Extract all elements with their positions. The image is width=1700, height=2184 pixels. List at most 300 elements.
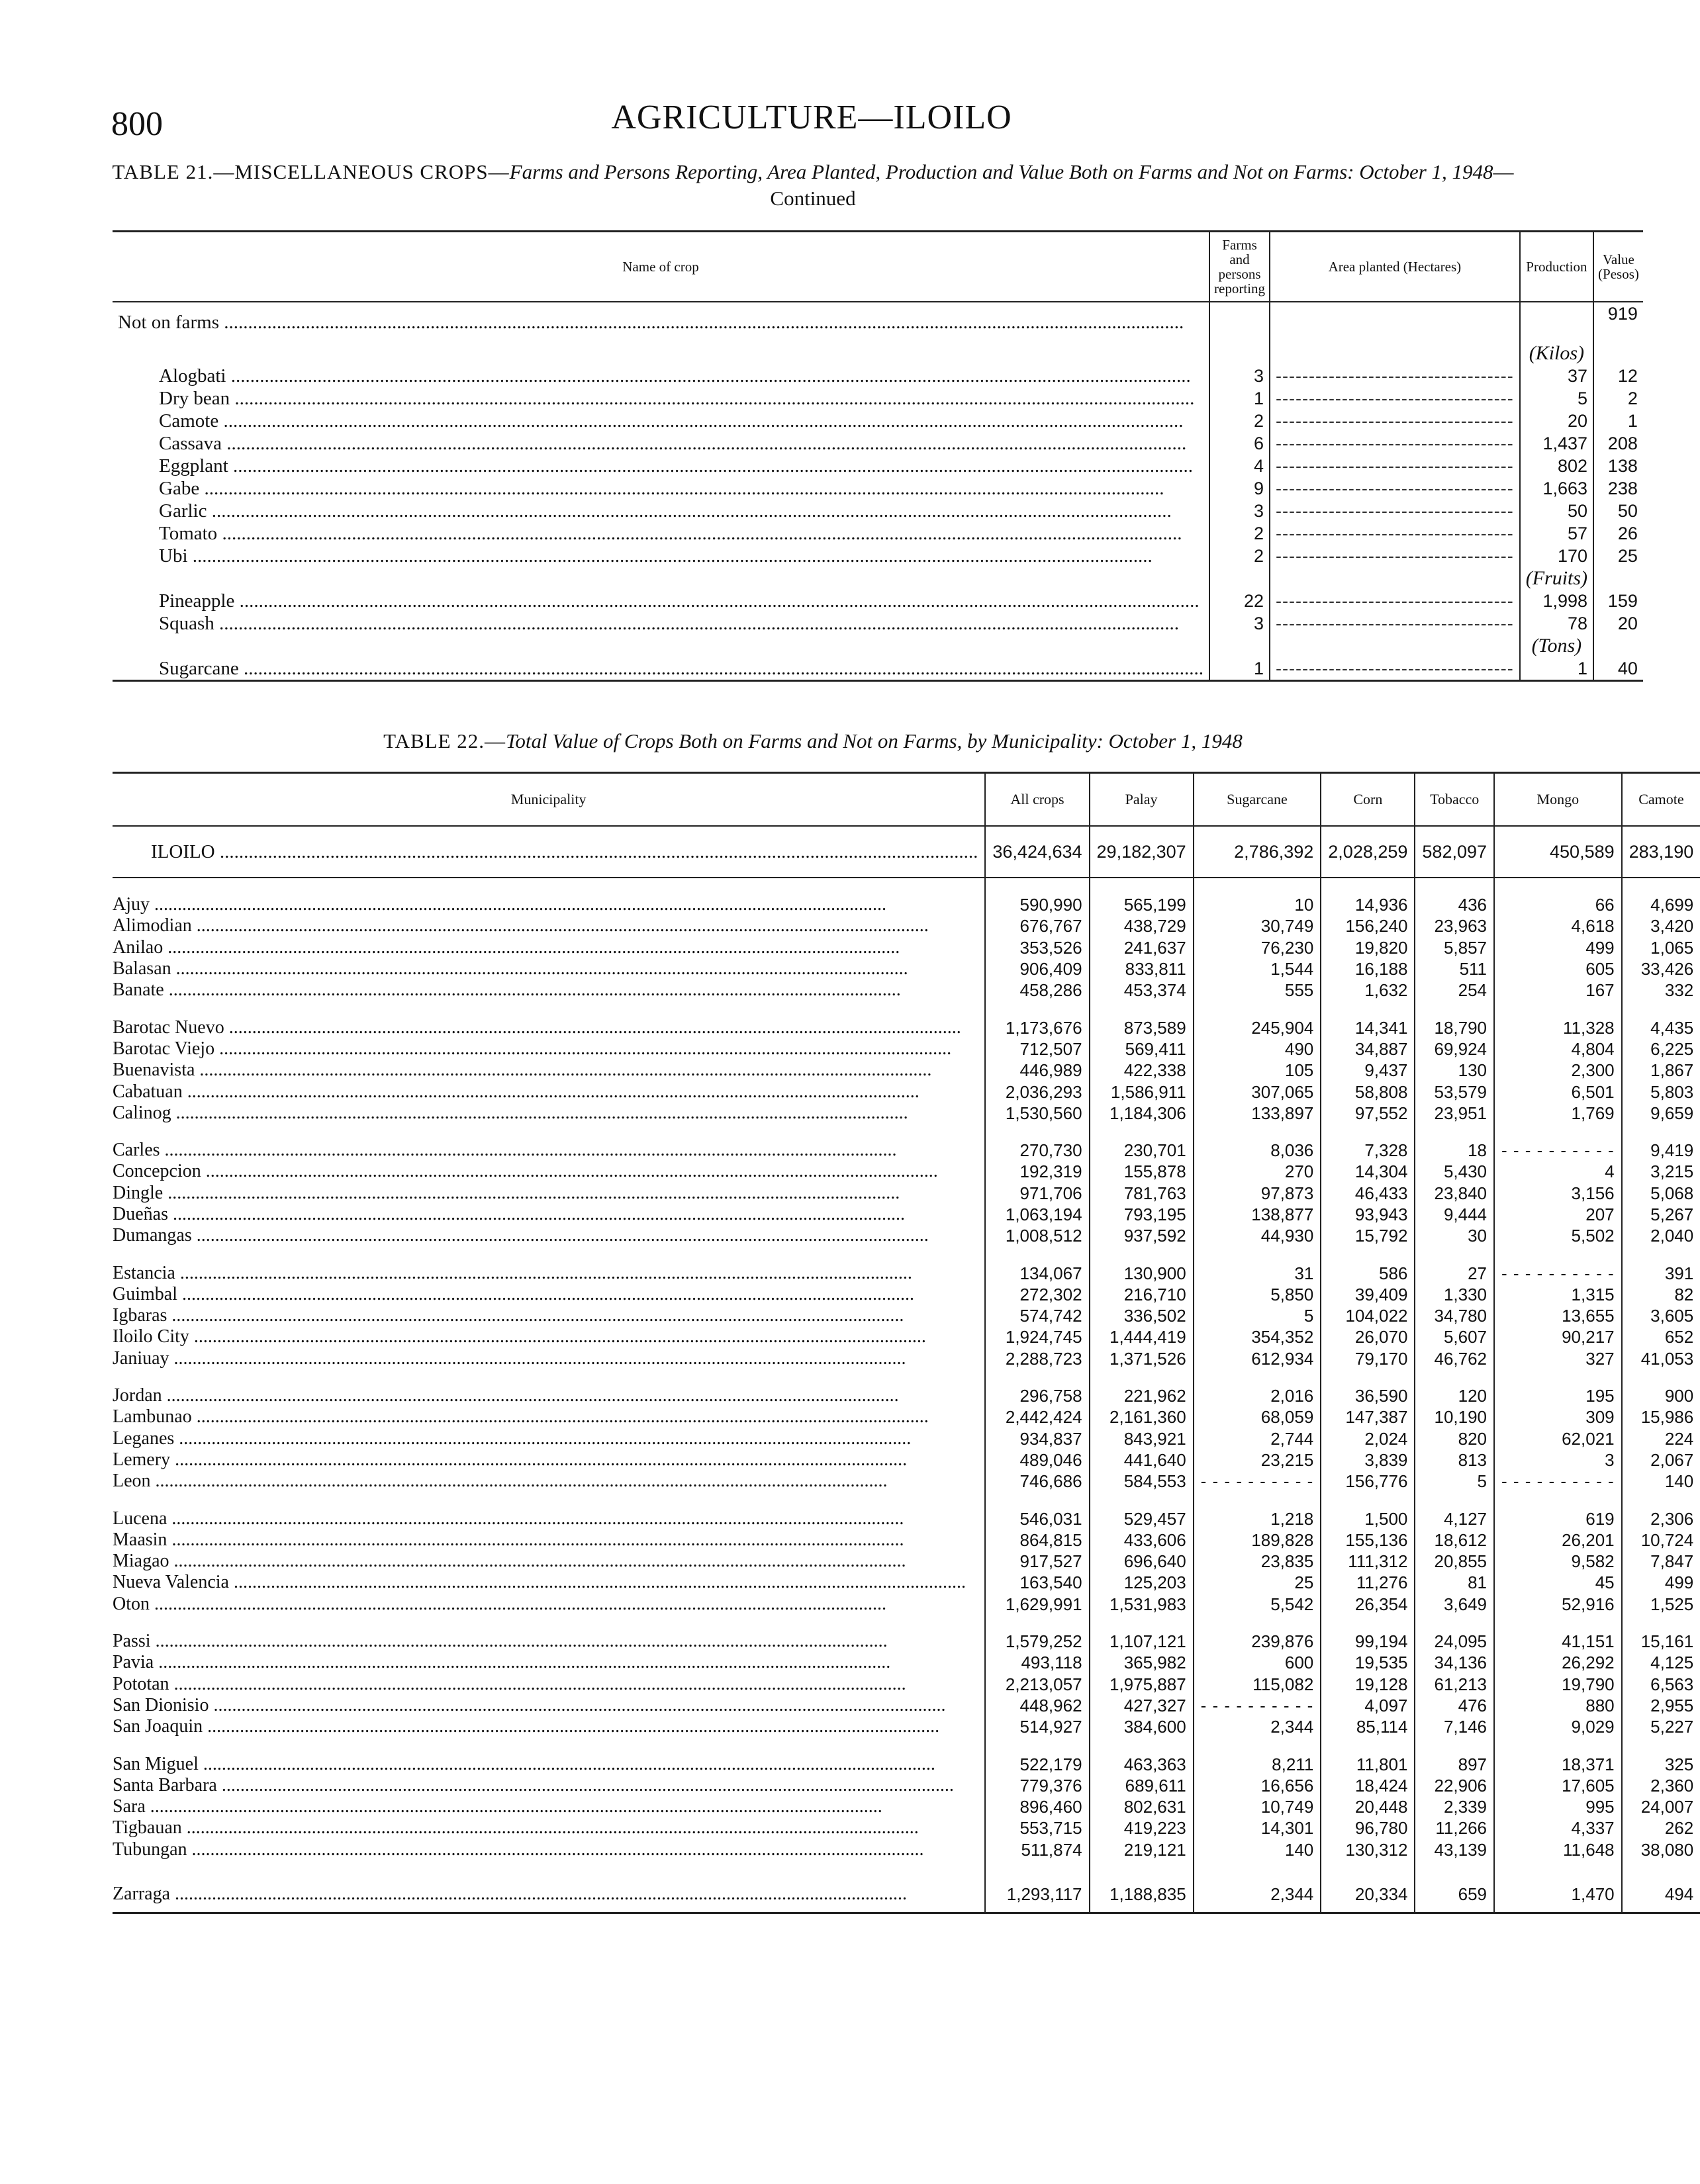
table21-section-row [113, 302, 1643, 342]
blank-dashes [1276, 523, 1514, 543]
crop-value: 34,136 [1415, 1652, 1494, 1673]
crop-value: 1,444,419 [1090, 1326, 1194, 1347]
area-planted [1270, 365, 1520, 387]
crop-value: 38,080 [1622, 1839, 1700, 1860]
value: 26 [1593, 522, 1643, 545]
crop-value: 216,710 [1090, 1284, 1194, 1305]
crop-value: 5,267 [1622, 1204, 1700, 1225]
empty-cell [113, 1124, 985, 1140]
crop-row [113, 590, 1643, 612]
crop-value: - - - - - - - - - - [1494, 1140, 1622, 1161]
crop-name-text: Squash ..... [159, 612, 1204, 635]
crop-value: 391 [1622, 1262, 1700, 1283]
production: 1 [1520, 657, 1593, 681]
municipality-row [113, 1716, 1700, 1737]
farms-reporting: 3 [1209, 612, 1270, 635]
table22-caption-title: Total Value of Crops Both on Farms and Not on Farms, by Municipality: October 1, 1948 [506, 729, 1243, 752]
crop-value: 586 [1321, 1262, 1415, 1283]
table21-header: Production [1520, 232, 1593, 302]
crop-value: 81 [1415, 1572, 1494, 1593]
crop-value: 3,605 [1622, 1305, 1700, 1326]
municipality-row [113, 1326, 1700, 1347]
crop-value: 2,024 [1321, 1428, 1415, 1449]
crop-value: 2,040 [1622, 1225, 1700, 1246]
empty-cell [1194, 1124, 1321, 1140]
crop-name-text: Ubi ..... [159, 545, 1204, 567]
crop-value: 11,266 [1415, 1817, 1494, 1839]
crop-value: 45 [1494, 1572, 1622, 1593]
crop-value: 781,763 [1090, 1183, 1194, 1204]
crop-value: 2,016 [1194, 1385, 1321, 1406]
crop-value: 245,904 [1194, 1017, 1321, 1038]
empty-cell [1494, 1860, 1622, 1876]
farms-reporting: 9 [1209, 477, 1270, 500]
blank-dashes [1276, 591, 1514, 611]
spacer-row [113, 1001, 1700, 1017]
crop-value: - - - - - - - - - - [1494, 1262, 1622, 1283]
empty-cell [1194, 1369, 1321, 1385]
municipality-name [113, 1140, 985, 1161]
crop-value: 241,637 [1090, 937, 1194, 958]
municipality-name [113, 1326, 985, 1347]
empty-cell [1194, 1860, 1321, 1876]
crop-value: 10,749 [1194, 1796, 1321, 1817]
blank-dashes [1276, 659, 1514, 678]
crop-value: 1,632 [1321, 979, 1415, 1001]
area-planted [1270, 522, 1520, 545]
municipality-row [113, 1449, 1700, 1471]
crop-name-text: Pineapple ..... [159, 590, 1204, 612]
municipality-row [113, 1140, 1700, 1161]
municipality-row [113, 1796, 1700, 1817]
value: 20 [1593, 612, 1643, 635]
value: 25 [1593, 545, 1643, 567]
blank-dashes [1276, 614, 1514, 633]
crop-value: 433,606 [1090, 1529, 1194, 1551]
municipality-row [113, 937, 1700, 958]
empty-cell [113, 1369, 985, 1385]
empty-cell [113, 635, 1209, 657]
crop-name-text: Sugarcane ..... [159, 657, 1204, 680]
empty-cell [1415, 1737, 1494, 1753]
crop-value: 85,114 [1321, 1716, 1415, 1737]
municipality-name-text: Dueñas ..... [113, 1204, 978, 1225]
crop-value: 779,376 [985, 1775, 1089, 1796]
crop-value: 192,319 [985, 1161, 1089, 1182]
crop-value: 499 [1494, 937, 1622, 958]
empty-cell [1321, 1737, 1415, 1753]
table21-caption-tail: —Continued [770, 160, 1514, 210]
crop-value: 4 [1494, 1161, 1622, 1182]
blank-dashes [1276, 478, 1514, 498]
crop-name-text: Alogbati ..... [159, 365, 1204, 387]
empty-cell [1194, 1615, 1321, 1631]
value: 50 [1593, 500, 1643, 522]
farms-reporting: 2 [1209, 545, 1270, 567]
crop-value: 156,776 [1321, 1471, 1415, 1492]
municipality-row [113, 1262, 1700, 1283]
crop-value: 1,063,194 [985, 1204, 1089, 1225]
area-planted [1270, 500, 1520, 522]
crop-value: 125,203 [1090, 1572, 1194, 1593]
crop-name [113, 387, 1209, 410]
crop-value: 833,811 [1090, 958, 1194, 979]
empty-cell [1090, 1124, 1194, 1140]
area-planted [1270, 545, 1520, 567]
crop-row [113, 410, 1643, 432]
empty-cell [1321, 1369, 1415, 1385]
crop-value: 5,607 [1415, 1326, 1494, 1347]
crop-value: 11,801 [1321, 1753, 1415, 1774]
crop-name [113, 657, 1209, 681]
crop-value: 7,328 [1321, 1140, 1415, 1161]
crop-value: 221,962 [1090, 1385, 1194, 1406]
crop-value: 3,215 [1622, 1161, 1700, 1182]
municipality-name-text: Concepcion ..... [113, 1161, 978, 1182]
municipality-name [113, 1017, 985, 1038]
crop-value: 30,749 [1194, 915, 1321, 936]
crop-value: 115,082 [1194, 1674, 1321, 1695]
crop-value: 41,151 [1494, 1631, 1622, 1652]
empty-cell [1209, 302, 1270, 342]
crop-value: 46,762 [1415, 1348, 1494, 1369]
crop-name [113, 477, 1209, 500]
crop-value: 873,589 [1090, 1017, 1194, 1038]
crop-name-text: Tomato ..... [159, 522, 1204, 545]
crop-value: 511 [1415, 958, 1494, 979]
empty-cell [1270, 302, 1520, 342]
municipality-name-text: Nueva Valencia ..... [113, 1572, 978, 1593]
crop-value: 16,656 [1194, 1775, 1321, 1796]
value: 159 [1593, 590, 1643, 612]
municipality-name-text: Dumangas ..... [113, 1225, 978, 1246]
municipality-name-text: Carles ..... [113, 1140, 978, 1161]
crop-value: 1,867 [1622, 1060, 1700, 1081]
table21-header-row [113, 232, 1643, 302]
municipality-name [113, 1817, 985, 1839]
blank-dashes [1276, 501, 1514, 521]
municipality-name-text: Sara ..... [113, 1796, 978, 1817]
empty-cell [985, 1124, 1089, 1140]
blank-dashes [1276, 546, 1514, 566]
crop-row [113, 455, 1643, 477]
farms-reporting: 3 [1209, 365, 1270, 387]
crop-value: 130,900 [1090, 1262, 1194, 1283]
crop-value: 23,215 [1194, 1449, 1321, 1471]
crop-value: 427,327 [1090, 1695, 1194, 1716]
table22-header: Palay [1090, 773, 1194, 827]
municipality-row [113, 1839, 1700, 1860]
crop-value: 6,225 [1622, 1038, 1700, 1060]
municipality-name-text: Banate ..... [113, 979, 978, 1001]
empty-cell [1415, 1492, 1494, 1508]
crop-value: 490 [1194, 1038, 1321, 1060]
crop-value: 4,699 [1622, 894, 1700, 915]
empty-cell [1593, 635, 1643, 657]
municipality-name [113, 1839, 985, 1860]
crop-value: 23,963 [1415, 915, 1494, 936]
spacer-row [113, 878, 1700, 894]
municipality-name-text: Buenavista ..... [113, 1060, 978, 1081]
crop-value: 134,067 [985, 1262, 1089, 1283]
crop-value: 140 [1194, 1839, 1321, 1860]
area-planted [1270, 657, 1520, 681]
crop-name [113, 612, 1209, 635]
crop-value: 802,631 [1090, 1796, 1194, 1817]
crop-value: 448,962 [985, 1695, 1089, 1716]
municipality-name-text: Barotac Viejo ..... [113, 1038, 978, 1060]
crop-value: 133,897 [1194, 1103, 1321, 1124]
municipality-name-text: Lemery ..... [113, 1449, 978, 1471]
municipality-row [113, 1017, 1700, 1038]
crop-value: 574,742 [985, 1305, 1089, 1326]
municipality-name [113, 1695, 985, 1716]
crop-value: 5 [1415, 1471, 1494, 1492]
municipality-name-text: Cabatuan ..... [113, 1081, 978, 1103]
crop-name [113, 500, 1209, 522]
municipality-row [113, 1428, 1700, 1449]
table22-header: Corn [1321, 773, 1415, 827]
crop-value: 296,758 [985, 1385, 1089, 1406]
crop-value: 995 [1494, 1796, 1622, 1817]
municipality-name-text: San Dionisio ..... [113, 1695, 978, 1716]
crop-value: 90,217 [1494, 1326, 1622, 1347]
farms-reporting: 2 [1209, 522, 1270, 545]
crop-value: 1,315 [1494, 1284, 1622, 1305]
crop-value: 7,146 [1415, 1716, 1494, 1737]
crop-value: 446,989 [985, 1060, 1089, 1081]
value: 1 [1593, 410, 1643, 432]
crop-value: 546,031 [985, 1508, 1089, 1529]
crop-value: 493,118 [985, 1652, 1089, 1673]
empty-cell [1520, 302, 1593, 342]
municipality-row [113, 1876, 1700, 1913]
municipality-row [113, 1081, 1700, 1102]
crop-value: 120 [1415, 1385, 1494, 1406]
crop-value: 689,611 [1090, 1775, 1194, 1796]
crop-value: 19,128 [1321, 1674, 1415, 1695]
crop-value: 3 [1494, 1449, 1622, 1471]
blank-dashes [1276, 366, 1514, 386]
empty-cell [1321, 878, 1415, 894]
municipality-name [113, 937, 985, 958]
production: 78 [1520, 612, 1593, 635]
municipality-name-text: Leganes ..... [113, 1428, 978, 1449]
empty-cell [1321, 1492, 1415, 1508]
municipality-row [113, 1817, 1700, 1839]
crop-value: 99,194 [1321, 1631, 1415, 1652]
empty-cell [1494, 1615, 1622, 1631]
crop-value: 19,790 [1494, 1674, 1622, 1695]
total-row [113, 826, 1700, 878]
crop-value: 4,125 [1622, 1652, 1700, 1673]
municipality-name [113, 1225, 985, 1246]
empty-cell [1593, 342, 1643, 365]
total-value: 283,190 [1622, 826, 1700, 878]
empty-cell [985, 1369, 1089, 1385]
crop-value: 4,618 [1494, 915, 1622, 936]
empty-cell [1321, 1246, 1415, 1262]
crop-value: 44,930 [1194, 1225, 1321, 1246]
crop-value: 2,036,293 [985, 1081, 1089, 1102]
crop-value: - - - - - - - - - - [1494, 1471, 1622, 1492]
crop-value: 39,409 [1321, 1284, 1415, 1305]
crop-value: 494 [1622, 1876, 1700, 1913]
empty-cell [113, 1001, 985, 1017]
empty-cell [1321, 1615, 1415, 1631]
crop-value: 565,199 [1090, 894, 1194, 915]
crop-value: 34,887 [1321, 1038, 1415, 1060]
crop-value: 26,070 [1321, 1326, 1415, 1347]
municipality-name-text: Dingle ..... [113, 1183, 978, 1204]
crop-value: 746,686 [985, 1471, 1089, 1492]
crop-value: 14,301 [1194, 1817, 1321, 1839]
empty-cell [113, 878, 985, 894]
farms-reporting: 3 [1209, 500, 1270, 522]
municipality-row [113, 1038, 1700, 1060]
area-planted [1270, 477, 1520, 500]
crop-value: 5,850 [1194, 1284, 1321, 1305]
crop-value: 476 [1415, 1695, 1494, 1716]
crop-row [113, 365, 1643, 387]
crop-value: 9,419 [1622, 1140, 1700, 1161]
crop-value: 61,213 [1415, 1674, 1494, 1695]
crop-value: 36,590 [1321, 1385, 1415, 1406]
crop-value: 1,371,526 [1090, 1348, 1194, 1369]
crop-value: 5,502 [1494, 1225, 1622, 1246]
crop-value: 353,526 [985, 937, 1089, 958]
crop-value: 163,540 [985, 1572, 1089, 1593]
municipality-name [113, 1572, 985, 1593]
empty-cell [1494, 1246, 1622, 1262]
crop-value: 307,065 [1194, 1081, 1321, 1102]
crop-value: 820 [1415, 1428, 1494, 1449]
crop-value: 1,769 [1494, 1103, 1622, 1124]
empty-cell [1194, 1001, 1321, 1017]
crop-value: 24,007 [1622, 1796, 1700, 1817]
production: 37 [1520, 365, 1593, 387]
table22-header: Mongo [1494, 773, 1622, 827]
crop-value: 1,218 [1194, 1508, 1321, 1529]
table22-header: Camote [1622, 773, 1700, 827]
production: 5 [1520, 387, 1593, 410]
crop-value: 880 [1494, 1695, 1622, 1716]
crop-value: 5,803 [1622, 1081, 1700, 1102]
crop-value: 309 [1494, 1406, 1622, 1428]
crop-value: 1,530,560 [985, 1103, 1089, 1124]
crop-value: 934,837 [985, 1428, 1089, 1449]
crop-value: 9,582 [1494, 1551, 1622, 1572]
municipality-row [113, 1471, 1700, 1492]
crop-value: 68,059 [1194, 1406, 1321, 1428]
crop-value: 140 [1622, 1471, 1700, 1492]
crop-name-text: Eggplant ..... [159, 455, 1204, 477]
municipality-name [113, 1060, 985, 1081]
empty-cell [1090, 1492, 1194, 1508]
municipality-row [113, 1284, 1700, 1305]
crop-value: 5,227 [1622, 1716, 1700, 1737]
crop-value: 2,744 [1194, 1428, 1321, 1449]
municipality-name-text: Jordan ..... [113, 1385, 978, 1406]
crop-value: 10 [1194, 894, 1321, 915]
crop-value: 514,927 [985, 1716, 1089, 1737]
crop-value: 272,302 [985, 1284, 1089, 1305]
table22-caption-label: TABLE 22.— [383, 729, 506, 752]
crop-value: 458,286 [985, 979, 1089, 1001]
municipality-name-text: Leon ..... [113, 1471, 978, 1492]
production: 20 [1520, 410, 1593, 432]
municipality-name-text: Iloilo City ..... [113, 1326, 978, 1347]
crop-value: 327 [1494, 1348, 1622, 1369]
crop-value: 1,579,252 [985, 1631, 1089, 1652]
empty-cell [985, 1001, 1089, 1017]
table21-caption-label: TABLE 21.—MISCELLANEOUS CROPS— [112, 160, 510, 183]
table21-header: Name of crop [622, 259, 699, 275]
unit-label: (Kilos) [1520, 342, 1593, 365]
crop-value: 419,223 [1090, 1817, 1194, 1839]
empty-cell [1494, 1737, 1622, 1753]
crop-value: 52,916 [1494, 1594, 1622, 1615]
table21 [113, 230, 1643, 682]
empty-cell [1494, 1124, 1622, 1140]
crop-value: 76,230 [1194, 937, 1321, 958]
crop-value: 155,136 [1321, 1529, 1415, 1551]
empty-cell [985, 1246, 1089, 1262]
total-value: 36,424,634 [985, 826, 1089, 878]
municipality-row [113, 1529, 1700, 1551]
crop-value: 1,293,117 [985, 1876, 1089, 1913]
empty-cell [1090, 1246, 1194, 1262]
crop-value: 97,552 [1321, 1103, 1415, 1124]
empty-cell [1194, 1737, 1321, 1753]
crop-value: 555 [1194, 979, 1321, 1001]
crop-value: 1,586,911 [1090, 1081, 1194, 1102]
municipality-name-text: Igbaras ..... [113, 1305, 978, 1326]
running-head: AGRICULTURE—ILOILO [611, 99, 1012, 136]
crop-value: 3,649 [1415, 1594, 1494, 1615]
crop-value: 325 [1622, 1753, 1700, 1774]
crop-value: 270,730 [985, 1140, 1089, 1161]
crop-value: 230,701 [1090, 1140, 1194, 1161]
crop-value: 4,127 [1415, 1508, 1494, 1529]
unit-row [113, 342, 1643, 365]
empty-cell [1415, 1001, 1494, 1017]
crop-value: 5,430 [1415, 1161, 1494, 1182]
municipality-name [113, 1674, 985, 1695]
empty-cell [113, 567, 1209, 590]
empty-cell [1270, 567, 1520, 590]
table21-header: Area planted (Hectares) [1270, 232, 1520, 302]
empty-cell [1194, 878, 1321, 894]
crop-value: 1,188,835 [1090, 1876, 1194, 1913]
crop-value: 436 [1415, 894, 1494, 915]
crop-value: 17,605 [1494, 1775, 1622, 1796]
municipality-row [113, 1161, 1700, 1182]
municipality-name-text: Tubungan ..... [113, 1839, 978, 1860]
area-planted [1270, 590, 1520, 612]
crop-value: 5,542 [1194, 1594, 1321, 1615]
crop-value: 27 [1415, 1262, 1494, 1283]
crop-value: 4,804 [1494, 1038, 1622, 1060]
crop-value: 239,876 [1194, 1631, 1321, 1652]
blank-dashes [1276, 411, 1514, 431]
crop-value: 441,640 [1090, 1449, 1194, 1471]
municipality-name [113, 1103, 985, 1124]
municipality-row [113, 1348, 1700, 1369]
crop-value: 1,531,983 [1090, 1594, 1194, 1615]
municipality-name-text: San Miguel ..... [113, 1754, 978, 1775]
crop-value: 864,815 [985, 1529, 1089, 1551]
